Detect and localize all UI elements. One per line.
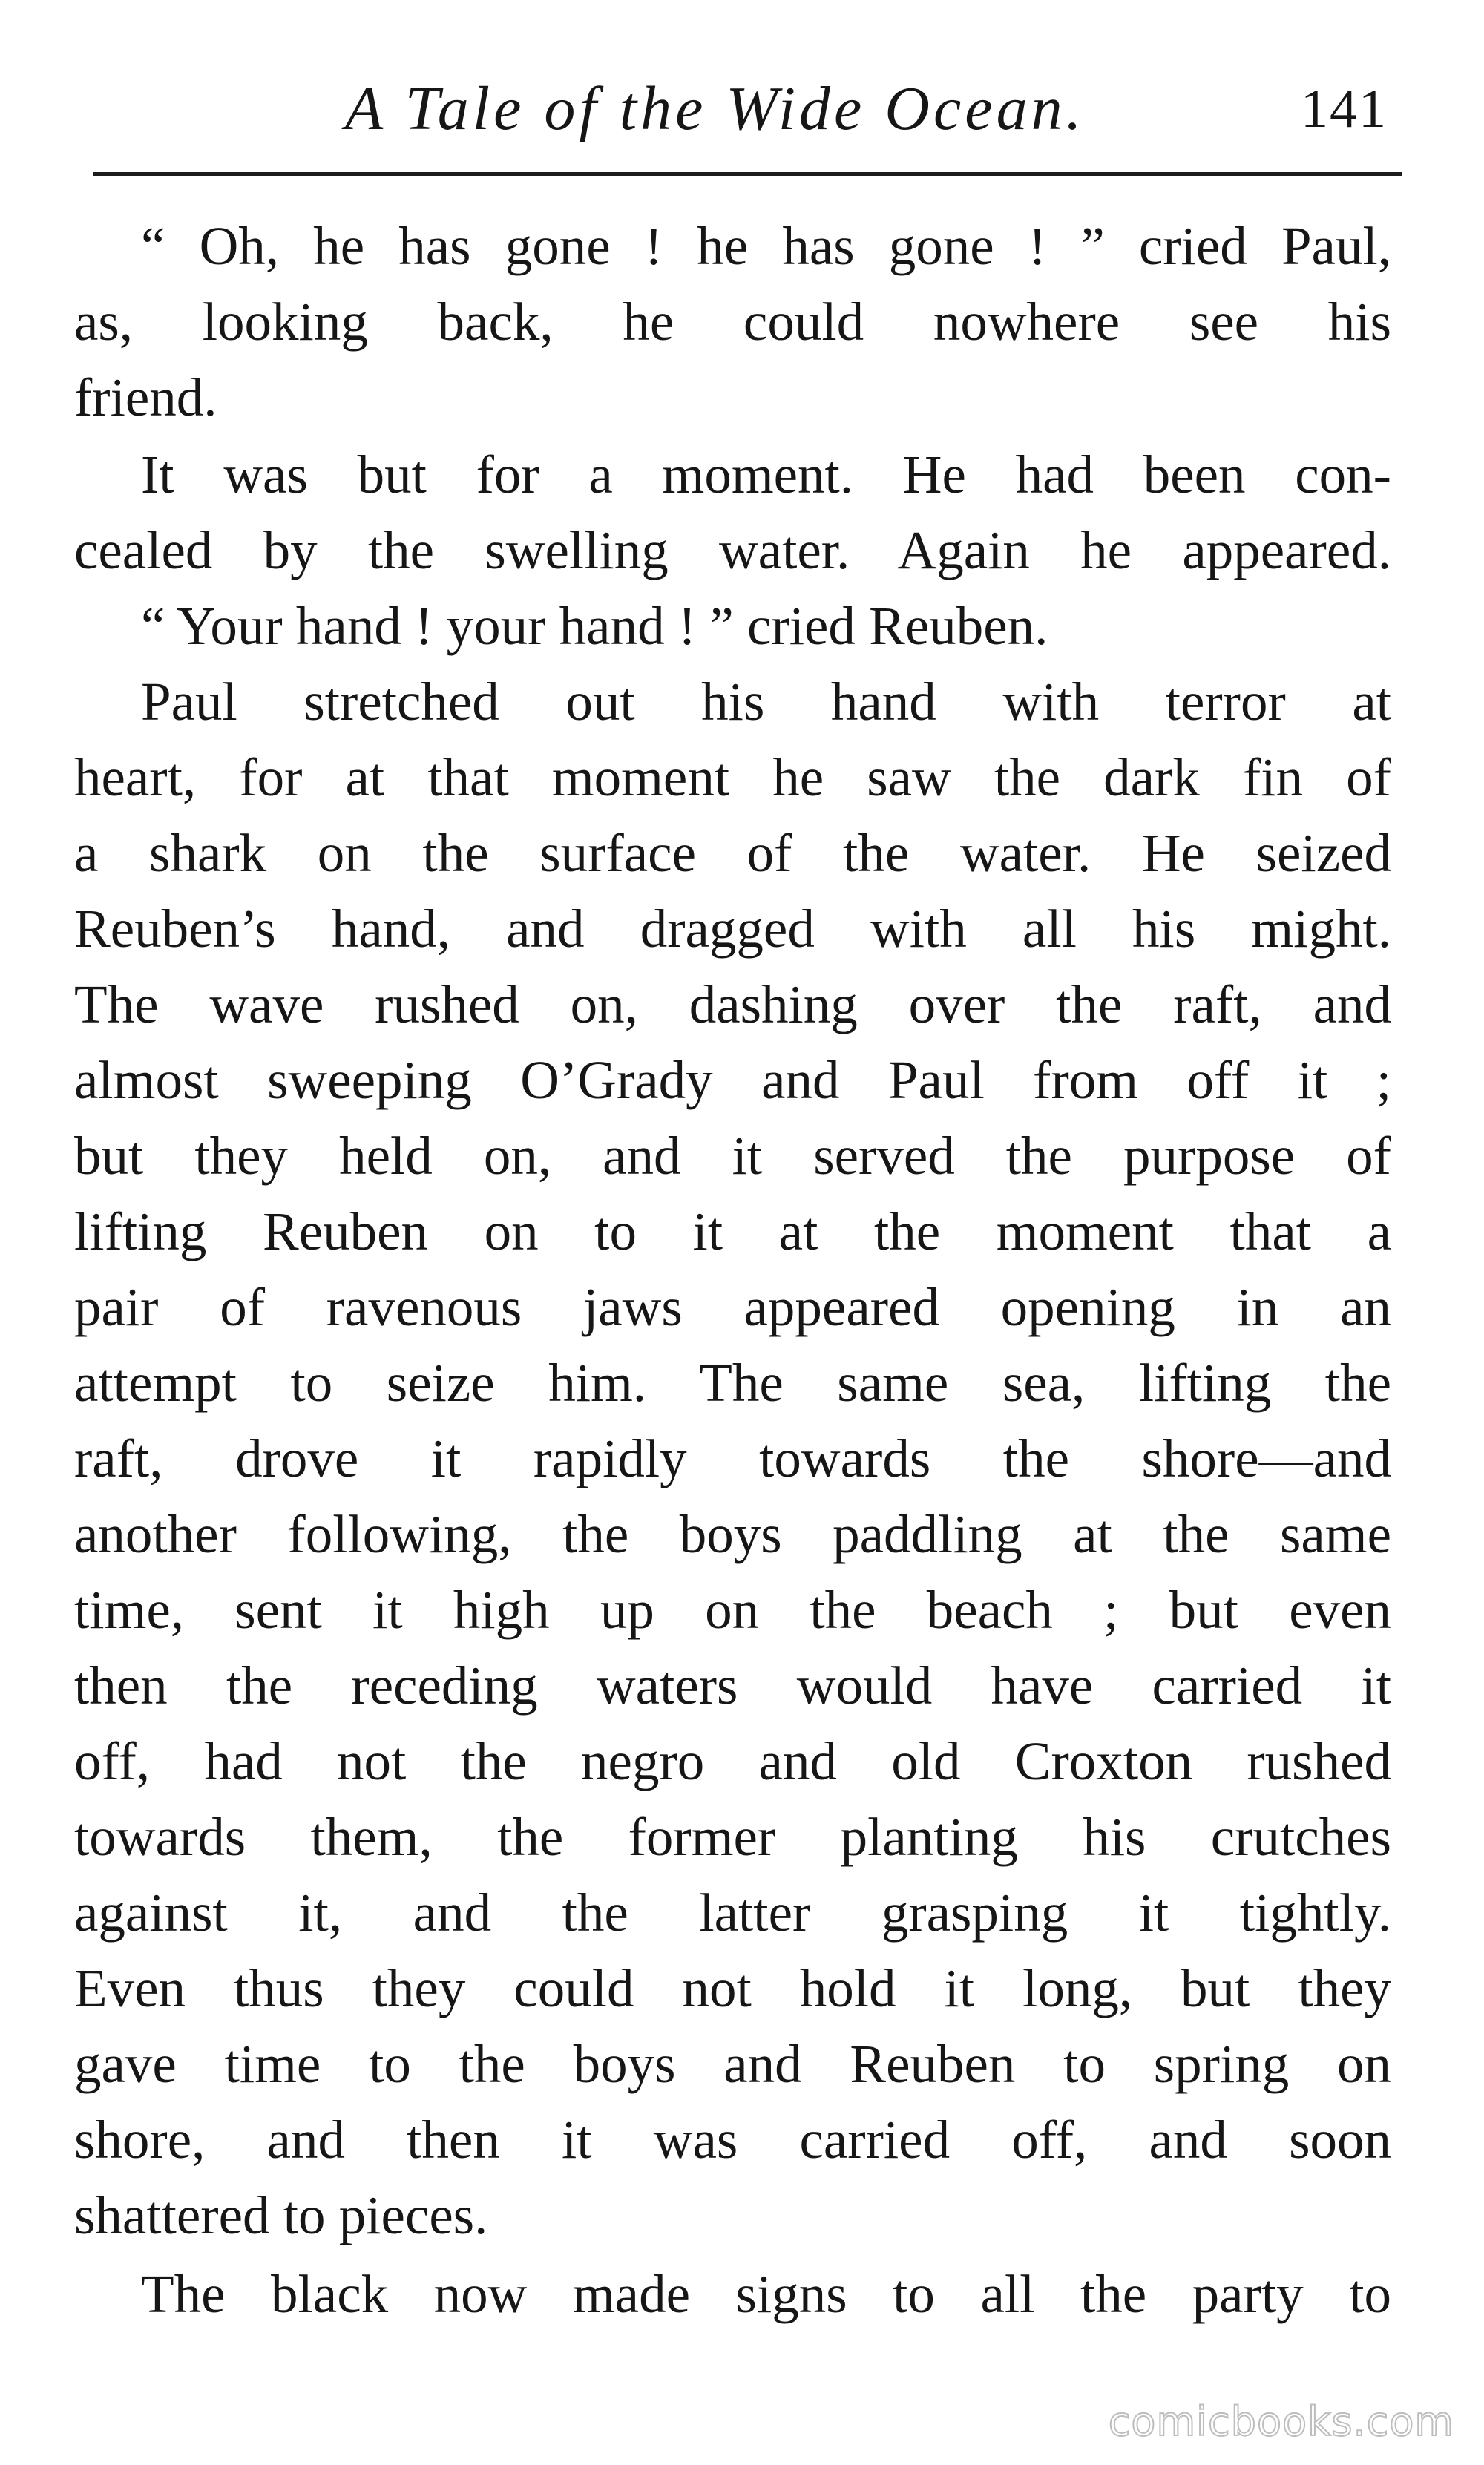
text-line: Paul stretched out his hand with terror at: [141, 672, 1391, 732]
text-line: The wave rushed on, dashing over the raft, and: [74, 974, 1391, 1034]
text-line: The black now made signs to all the party to: [141, 2264, 1391, 2324]
text-line: towards them, the former planting his crutches: [74, 1807, 1391, 1867]
page-number: 141: [1301, 79, 1388, 140]
text-line: a shark on the surface of the water. He seized: [74, 823, 1391, 883]
text-line: pair of ravenous jaws appeared opening in an: [74, 1277, 1391, 1337]
text-line: shore, and then it was carried off, and soon: [74, 2110, 1391, 2170]
text-line: almost sweeping O’Grady and Paul from off it ;: [74, 1050, 1391, 1110]
text-line: off, had not the negro and old Croxton rushed: [74, 1731, 1391, 1791]
text-line: attempt to seize him. The same sea, lifting the: [74, 1353, 1391, 1413]
text-line: gave time to the boys and Reuben to spring on: [74, 2034, 1391, 2094]
text-line: against it, and the latter grasping it tightly.: [74, 1883, 1391, 1943]
text-line: It was but for a moment. He had been con-: [141, 444, 1391, 505]
watermark: comicbooks.com: [1108, 2398, 1454, 2445]
running-title: A Tale of the Wide Ocean.: [345, 74, 1086, 143]
text-line: “ Oh, he has gone ! he has gone ! ” cried Paul,: [141, 216, 1391, 276]
text-line: shattered to pieces.: [74, 2185, 488, 2245]
text-line: cealed by the swelling water. Again he appeared.: [74, 520, 1391, 580]
text-line: heart, for at that moment he saw the dark fin of: [74, 747, 1391, 807]
text-line: “ Your hand ! your hand ! ” cried Reuben.: [141, 596, 1048, 656]
text-line: as, looking back, he could nowhere see his: [74, 292, 1391, 352]
text-line: Reuben’s hand, and dragged with all his might.: [74, 899, 1391, 959]
text-line: then the receding waters would have carried it: [74, 1655, 1391, 1716]
text-line: another following, the boys paddling at the same: [74, 1504, 1391, 1564]
text-line: Even thus they could not hold it long, but they: [74, 1958, 1391, 2018]
text-line: friend.: [74, 367, 217, 427]
text-line: raft, drove it rapidly towards the shore—and: [74, 1428, 1391, 1488]
text-line: but they held on, and it served the purpose of: [74, 1126, 1391, 1186]
text-line: lifting Reuben on to it at the moment that a: [74, 1201, 1391, 1261]
text-line: time, sent it high up on the beach ; but even: [74, 1580, 1391, 1640]
